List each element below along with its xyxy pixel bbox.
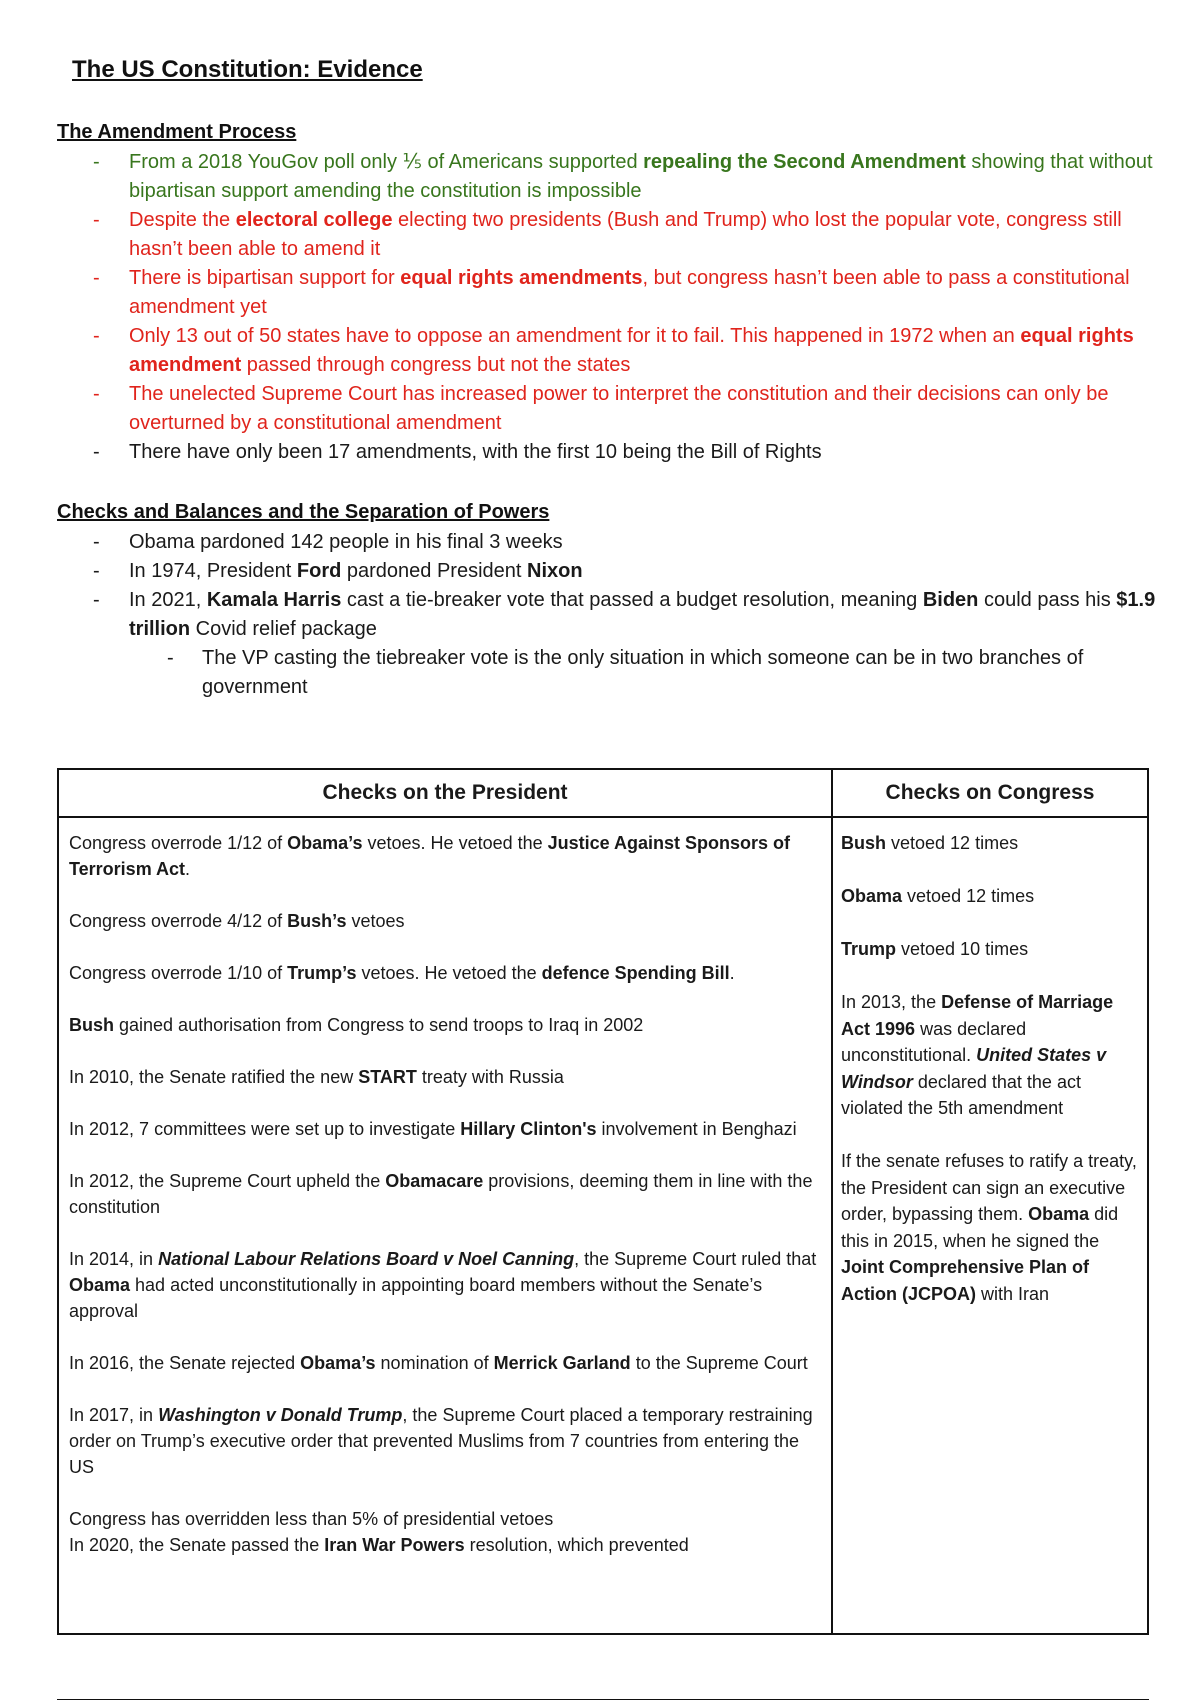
bullet-dash: - [93, 151, 100, 173]
list-item: - Despite the electoral college electing two presidents (Bush and Trump) who lost the popular vote, congress still hasn’t been able to amend it [57, 206, 1157, 264]
table-entry: Congress has overridden less than 5% of presidential vetoes [69, 1509, 554, 1529]
table-entry: In 2013, the Defense of Marriage Act 1996 was declared unconstitutional. United States v Windsor declared that the act violated the 5th amendment [841, 992, 1114, 1118]
list-item: - There is bipartisan support for equal rights amendments, but congress hasn’t been able to pass a constitutional amendment yet [57, 264, 1157, 322]
section-heading-amendment-process: The Amendment Process [57, 121, 297, 143]
bullet-dash: - [93, 589, 100, 611]
checks-and-balances-list [57, 528, 1157, 702]
list-item: - There have only been 17 amendments, with the first 10 being the Bill of Rights [57, 438, 1157, 467]
bullet-dash: - [93, 209, 100, 231]
bullet-dash: - [167, 647, 174, 669]
table-cell-congress [833, 818, 1147, 1633]
table-entry: Obama vetoed 12 times [841, 886, 1035, 906]
checks-table [57, 768, 1149, 1635]
table-entry: Trump vetoed 10 times [841, 939, 1029, 959]
table-header-checks-on-president: Checks on the President [59, 770, 833, 818]
table-cell-president [59, 818, 833, 1633]
page-title: The US Constitution: Evidence [72, 56, 423, 83]
section-heading-checks-and-balances: Checks and Balances and the Separation of Powers [57, 501, 550, 523]
list-item-nested: - The VP casting the tiebreaker vote is the only situation in which someone can be in two branches of government [57, 644, 1157, 702]
table-entry: Bush vetoed 12 times [841, 833, 1019, 853]
table-entry: In 2014, in National Labour Relations Board v Noel Canning, the Supreme Court ruled that Obama had acted unconstitutionally in appointing board members without the Senate’s approval [69, 1249, 817, 1321]
table-entry: In 2020, the Senate passed the Iran War Powers resolution, which prevented [69, 1535, 689, 1555]
bullet-dash: - [93, 441, 100, 463]
bullet-dash: - [93, 560, 100, 582]
list-item: - Obama pardoned 142 people in his final 3 weeks [57, 528, 1157, 557]
table-entry: In 2012, 7 committees were set up to investigate Hillary Clinton's involvement in Benghazi [69, 1119, 797, 1139]
list-item: - The unelected Supreme Court has increased power to interpret the constitution and their decisions can only be overturned by a constitutional amendment [57, 380, 1157, 438]
list-item: - Only 13 out of 50 states have to oppose an amendment for it to fail. This happened in 1972 when an equal rights amendment passed through congress but not the states [57, 322, 1157, 380]
list-item: - From a 2018 YouGov poll only ⅕ of Americans supported repealing the Second Amendment showing that without bipartisan support amending the constitution is impossible [57, 148, 1157, 206]
table-header-checks-on-congress: Checks on Congress [833, 770, 1147, 818]
table-entry: Bush gained authorisation from Congress to send troops to Iraq in 2002 [69, 1015, 644, 1035]
bullet-dash: - [93, 383, 100, 405]
table-entry: Congress overrode 1/12 of Obama’s vetoes. He vetoed the Justice Against Sponsors of Terrorism Act. [69, 833, 791, 879]
table-entry: If the senate refuses to ratify a treaty, the President can sign an executive order, bypassing them. Obama did this in 2015, when he signed the Joint Comprehensive Plan of Action (JCPOA) with Iran [841, 1151, 1137, 1304]
bullet-dash: - [93, 267, 100, 289]
table-entry: In 2012, the Supreme Court upheld the Obamacare provisions, deeming them in line with the constitution [69, 1171, 813, 1217]
table-entry: Congress overrode 1/10 of Trump’s vetoes. He vetoed the defence Spending Bill. [69, 963, 735, 983]
table-entry: Congress overrode 4/12 of Bush’s vetoes [69, 911, 405, 931]
list-item: - In 1974, President Ford pardoned President Nixon [57, 557, 1157, 586]
amendment-process-list [57, 148, 1157, 467]
table-entry: In 2010, the Senate ratified the new START treaty with Russia [69, 1067, 564, 1087]
list-item: - In 2021, Kamala Harris cast a tie-breaker vote that passed a budget resolution, meaning Biden could pass his $1.9 trillion Covid relief package [57, 586, 1157, 644]
table-entry: In 2017, in Washington v Donald Trump, the Supreme Court placed a temporary restraining order on Trump’s executive order that prevented Muslims from 7 countries from entering the US [69, 1405, 813, 1477]
bullet-dash: - [93, 531, 100, 553]
bullet-dash: - [93, 325, 100, 347]
table-entry: In 2016, the Senate rejected Obama’s nomination of Merrick Garland to the Supreme Court [69, 1353, 808, 1373]
